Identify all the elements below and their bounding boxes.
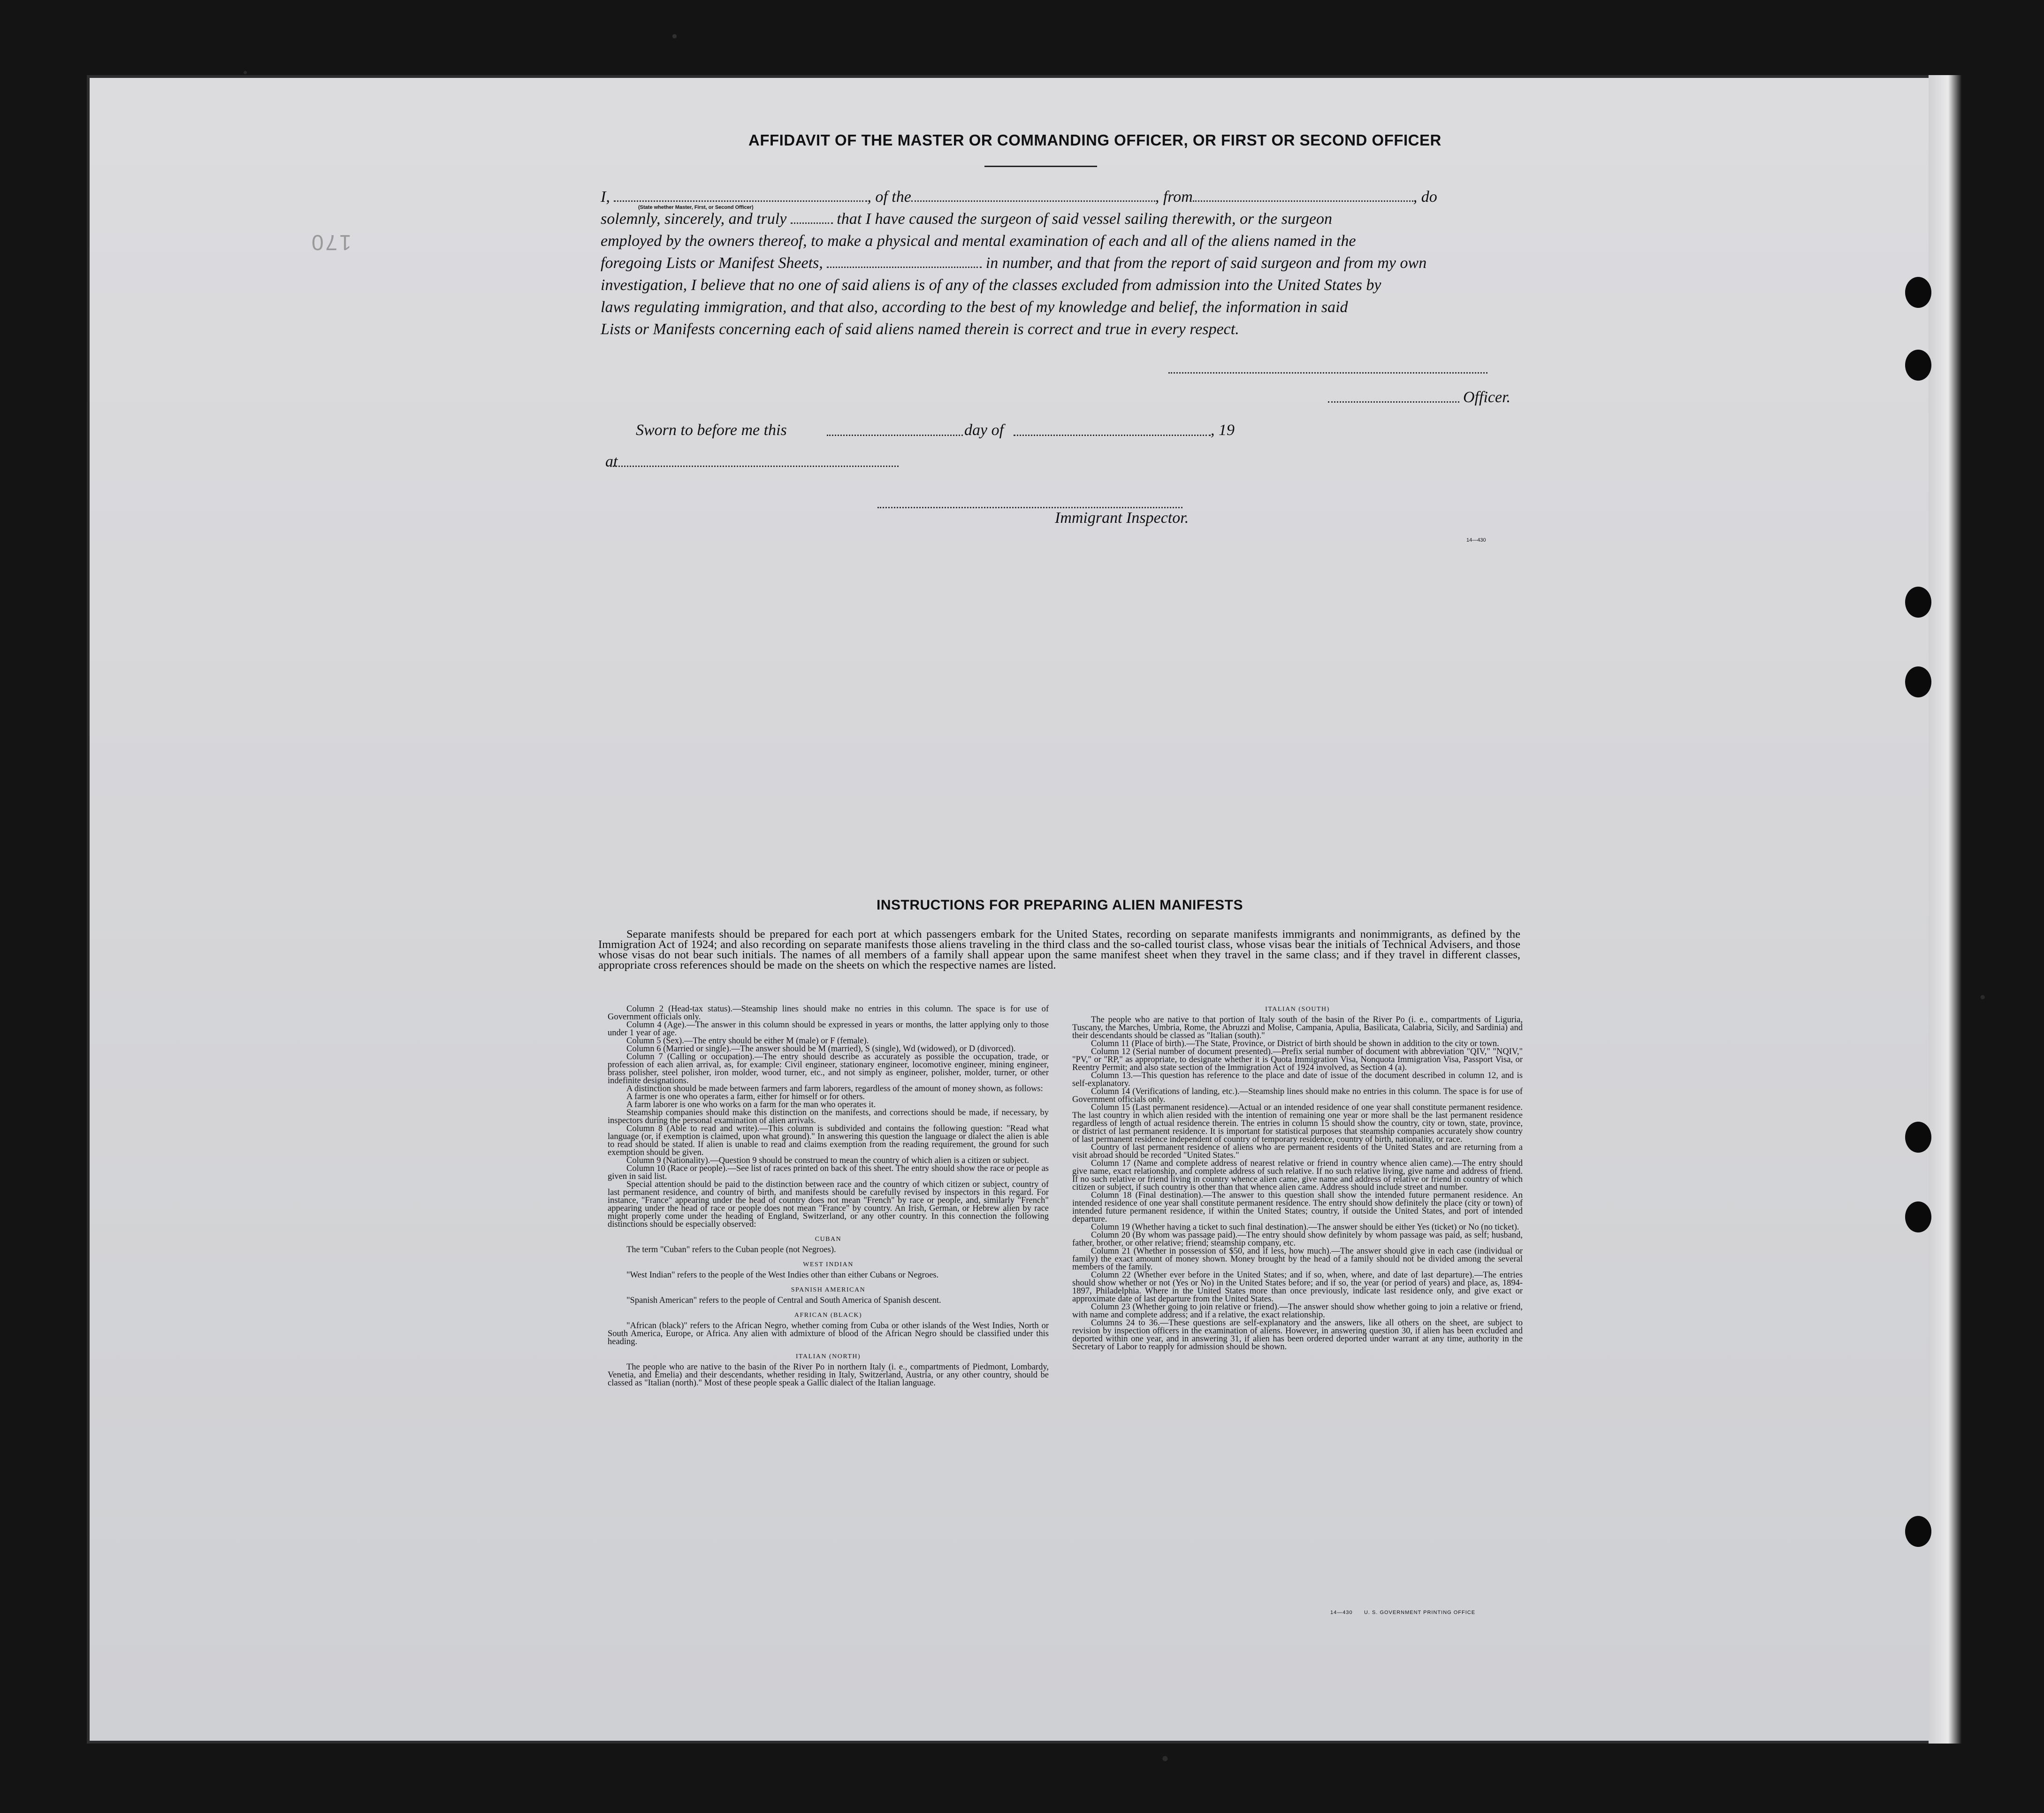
sworn-day-field[interactable]	[827, 435, 963, 436]
section-heading-west-indian: WEST INDIAN	[803, 1261, 854, 1268]
title-underline	[984, 166, 1097, 167]
instruction-paragraph: Column 13.—This question has reference to the place and date of issue of the document described in column 12, and is self-explanatory.	[1072, 1071, 1523, 1088]
punch-hole	[1905, 1516, 1931, 1547]
officer-label: Officer.	[1463, 389, 1511, 406]
year-prefix-label: , 19	[1211, 421, 1235, 439]
affidavit-line-6: laws regulating immigration, and that also, according to the best of my knowledge and belief, the information in said	[601, 298, 1348, 316]
section-heading-italian-north: ITALIAN (NORTH)	[795, 1353, 861, 1360]
officer-rank-field[interactable]	[614, 196, 867, 202]
instruction-paragraph: Column 2 (Head-tax status).—Steamship lines should make no entries in this column. The space is for use of Government officials only.	[608, 1004, 1049, 1022]
sworn-label: Sworn to before me this	[636, 421, 787, 439]
section-heading-african: AFRICAN (BLACK)	[794, 1312, 862, 1319]
punch-hole	[1905, 666, 1931, 697]
instruction-paragraph: Column 21 (Whether in possession of $50, and if less, how much).—The answer should give in each case (individual or family) the exact amount of money shown. Money brought by the head of a family should not be divided among the several members of the family.	[1072, 1247, 1523, 1272]
affidavit-title: AFFIDAVIT OF THE MASTER OR COMMANDING OFFICER, OR FIRST OR SECOND OFFICER	[748, 131, 1441, 149]
punch-hole	[1905, 587, 1931, 618]
punch-hole	[1905, 1122, 1931, 1153]
vessel-name-field[interactable]	[911, 196, 1155, 202]
instruction-paragraph: Column 10 (Race or people).—See list of races printed on back of this sheet. The entry should show the race or people as given in said list.	[608, 1164, 1049, 1181]
affidavit-line-2: solemnly, sincerely, and truly that I have caused the surgeon of said vessel sailing therewith, or the surgeon	[601, 210, 1333, 228]
instruction-paragraph: Special attention should be paid to the distinction between race and the country of which citizen or subject, country of last permanent residence, and country of birth, and manifests should be carefully revised by inspectors in this regard. For instance, "France" appearing under the head of country does not mean "French" by race or people, and, similarly "French" appearing under the head of race or people does not mean "France" by country. An Irish, German, or Hebrew alien by race might properly come under the heading of England, Switzerland, or any other country. In this connection the following distinctions should be especially observed:	[608, 1180, 1049, 1229]
instruction-paragraph: Column 19 (Whether having a ticket to such final destination).—The answer should be either Yes (ticket) or No (no ticket).	[1091, 1223, 1519, 1232]
affidavit-line-7: Lists or Manifests concerning each of said aliens named therein is correct and true in every respect.	[601, 321, 1239, 338]
punch-hole	[1905, 350, 1931, 381]
section-text-cuban: The term "Cuban" refers to the Cuban people (not Negroes).	[626, 1245, 836, 1255]
officer-signature-line[interactable]	[1168, 372, 1487, 374]
section-text-west-indian: "West Indian" refers to the people of the West Indies other than either Cubans or Negroes.	[626, 1270, 939, 1280]
at-label: at	[605, 453, 618, 470]
instruction-paragraph: Steamship companies should make this distinction on the manifests, and corrections should be made, if necessary, by inspectors during the personal examination of alien arrivals.	[608, 1108, 1049, 1125]
instructions-title: INSTRUCTIONS FOR PREPARING ALIEN MANIFESTS	[877, 897, 1243, 913]
instruction-paragraph: Column 14 (Verifications of landing, etc.).—Steamship lines should make no entries in this column. The space is for use of Government officials only.	[1072, 1087, 1523, 1104]
section-text-italian-north: The people who are native to the basin of the River Po in northern Italy (i. e., compartments of Piedmont, Lombardy, Venetia, and Emelia) and their descendants, whether residing in Italy, Switzerland, Austria, or any other country, should be classed as "Italian (north)." Most of these people speak a Gallic dialect of the Italian language.	[608, 1362, 1049, 1388]
instruction-paragraph: Column 5 (Sex).—The entry should be either M (male) or F (female).	[626, 1036, 869, 1046]
affidavit-line-5: investigation, I believe that no one of said aliens is of any of the classes excluded from admission into the United States by	[601, 276, 1381, 294]
page-stamp-number: 170	[310, 230, 351, 255]
instruction-paragraph: Column 9 (Nationality).—Question 9 should be construed to mean the country of which alien is a citizen or subject.	[626, 1156, 1030, 1165]
instruction-paragraph: Column 23 (Whether going to join relative or friend).—The answer should show whether going to join a relative or friend, with name and complete address; and if a relative, the exact relationship.	[1072, 1302, 1523, 1320]
affidavit-line-3: employed by the owners thereof, to make a physical and mental examination of each and all of the aliens named in the	[601, 232, 1356, 250]
rank-field-note: (State whether Master, First, or Second Officer)	[638, 205, 754, 210]
instruction-paragraph: A distinction should be made between farmers and farm laborers, regardless of the amount of money shown, as follows:	[626, 1084, 1043, 1094]
instructions-right-column	[1072, 1005, 1523, 1351]
sworn-month-field[interactable]	[1014, 435, 1211, 436]
instruction-paragraph: Column 4 (Age).—The answer in this column should be expressed in years or months, the latter applying only to those under 1 year of age.	[608, 1020, 1049, 1038]
section-heading-cuban: CUBAN	[815, 1236, 842, 1243]
instruction-paragraph: Column 11 (Place of birth).—The State, Province, or District of birth should be shown in addition to the city or town.	[1091, 1039, 1499, 1048]
sworn-place-field[interactable]	[610, 466, 899, 467]
officer-title-line[interactable]	[1328, 401, 1459, 403]
punch-hole	[1905, 1201, 1931, 1232]
sheet-count-field[interactable]	[827, 262, 982, 268]
instruction-paragraph: The people who are native to that portion of Italy south of the basin of the River Po (i. e., compartments of Liguria, Tuscany, the Marches, Umbria, Rome, the Abruzzi and Molise, Campania, Apulia, Basilicata, Calabria, Sicily, and Sardinia) and their descendants should be classed as "Italian (south)."	[1072, 1015, 1523, 1040]
section-heading-spanish-american: SPANISH AMERICAN	[791, 1286, 866, 1293]
affidavit-line-1: I, , of the , from , do	[601, 188, 1437, 206]
section-text-african: "African (black)" refers to the African Negro, whether coming from Cuba or other islands of the West Indies, North or South America, Europe, or Africa. Any alien with admixture of blood of the African Negro should be classified under this heading.	[608, 1321, 1049, 1346]
page-right-edge	[1929, 75, 1961, 1744]
filler-dots	[791, 218, 833, 224]
inspector-label: Immigrant Inspector.	[1055, 509, 1189, 527]
affidavit-line-4: foregoing Lists or Manifest Sheets, in number, and that from the report of said surgeon and from my own	[601, 254, 1427, 272]
inspector-signature-line[interactable]	[877, 507, 1182, 508]
footer-print-line	[1330, 1610, 1475, 1615]
section-heading-italian-south: ITALIAN (SOUTH)	[1265, 1006, 1330, 1013]
departure-port-field[interactable]	[1193, 196, 1413, 202]
instructions-intro: Separate manifests should be prepared for each port at which passengers embark for the United States, recording on separate manifests immigrants and nonimmigrants, as defined by the Immigration Act of 1924; and also recording on separate manifests those aliens traveling in the third class and the so-called tourist class, whose visas bear the initials of Technical Advisers, and those whose visas do not bear such initials. The names of all members of a family shall appear upon the same manifest sheet when they travel in the same class; and if they travel in different classes, appropriate cross references should be made on the sheets on which the respective names are listed.	[598, 928, 1520, 972]
instruction-paragraph: Column 8 (Able to read and write).—This column is subdivided and contains the following question: "Read what language (or, if exemption is claimed, upon what ground)." In answering this question the language or dialect the alien is able to read should be stated. If alien is unable to read and claims exemption from the reading requirement, the ground for such exemption should be given.	[608, 1124, 1049, 1157]
instruction-paragraph: Columns 24 to 36.—These questions are self-explanatory and the answers, like all others on the sheet, are subject to revision by inspection officers in the examination of aliens. However, in answering question 30, if alien has been excluded and deported within one year, and in answering 31, if alien has been ordered deported under warrant at any time, authority in the Secretary of Labor to reapply for admission should be shown.	[1072, 1318, 1523, 1352]
instruction-paragraph: Column 15 (Last permanent residence).—Actual or an intended residence of one year shall constitute permanent residence. The last country in which alien resided with the intention of remaining one year or more shall be the last permanent residence regardless of length of actual residence therein. The entries in column 15 should show the country, city or town, state, province, or district of last permanent residence. It is important for statistical purposes that steamship companies accurately show country of last permanent residence independent of country of temporary residence, country of birth, nationality, or race.	[1072, 1103, 1523, 1144]
punch-hole	[1905, 277, 1931, 308]
instruction-paragraph: A farm laborer is one who works on a farm for the man who operates it.	[626, 1100, 876, 1109]
instruction-paragraph: Column 12 (Serial number of document presented).—Prefix serial number of document with abbreviation "QIV," "NQIV," "PV," or "RP," as appropriate, to designate whether it is Quota Immigration Visa, Nonquota Immigration Visa, Passport Visa, or Reentry Permit; and also state section of the Immigration Act of 1924 involved, as Section 4 (a).	[1072, 1047, 1523, 1072]
section-text-spanish-american: "Spanish American" refers to the people of Central and South America of Spanish descent.	[626, 1296, 941, 1305]
instruction-paragraph: Column 17 (Name and complete address of nearest relative or friend in country whence alien came).—The entry should give name, exact relationship, and complete address of such relative. If no such relative living, give name and address of friend. If no such relative or friend living in country whence alien came, give name and address of relative or friend in country of which citizen or subject, if such country is other than that whence alien came. Address should include street and number.	[1072, 1159, 1523, 1192]
instruction-paragraph: Column 7 (Calling or occupation).—The entry should describe as accurately as possible the occupation, trade, or profession of each alien arrival, as, for example: Civil engineer, stationary engineer, locomotive engineer, mining engineer, brass polisher, steel polisher, iron molder, wood turner, etc., and not simply as engineer, polisher, molder, turner, or other indefinite designations.	[608, 1052, 1049, 1086]
affidavit-form-number: 14—430	[1466, 537, 1486, 543]
instructions-left-column	[608, 1005, 1049, 1387]
instruction-paragraph: Column 6 (Married or single).—The answer should be M (married), S (single), Wd (widowed), or D (divorced).	[626, 1044, 1016, 1054]
day-of-label: day of	[964, 421, 1004, 439]
instruction-paragraph: Country of last permanent residence of aliens who are permanent residents of the United States and are returning from a visit abroad should be recorded "United States."	[1072, 1143, 1523, 1160]
instruction-paragraph: Column 20 (By whom was passage paid).—The entry should show definitely by whom passage was paid, as self; husband, father, brother, or other relative; friend; steamship company, etc.	[1072, 1231, 1523, 1248]
instruction-paragraph: A farmer is one who operates a farm, either for himself or for others.	[626, 1092, 865, 1102]
footer-form-number: 14—430	[1330, 1610, 1353, 1615]
footer-gpo: U. S. GOVERNMENT PRINTING OFFICE	[1364, 1610, 1476, 1615]
instruction-paragraph: Column 18 (Final destination).—The answer to this question shall show the intended future permanent residence. An intended residence of one year shall constitute permanent residence. The entry should show definitely the place (city or town) of intended future permanent residence, if within the United States; country, if outside the United States, and port of intended departure.	[1072, 1191, 1523, 1224]
instruction-paragraph: Column 22 (Whether ever before in the United States; and if so, when, where, and date of last departure).—The entries should show whether or not (Yes or No) in the United States before; and if so, the year (or period of years) and place, as, 1894-1897, Philadelphia. Where in the United States more than once previously, indicate last residence only, and give exact or approximate date of last departure from the United States.	[1072, 1270, 1523, 1304]
